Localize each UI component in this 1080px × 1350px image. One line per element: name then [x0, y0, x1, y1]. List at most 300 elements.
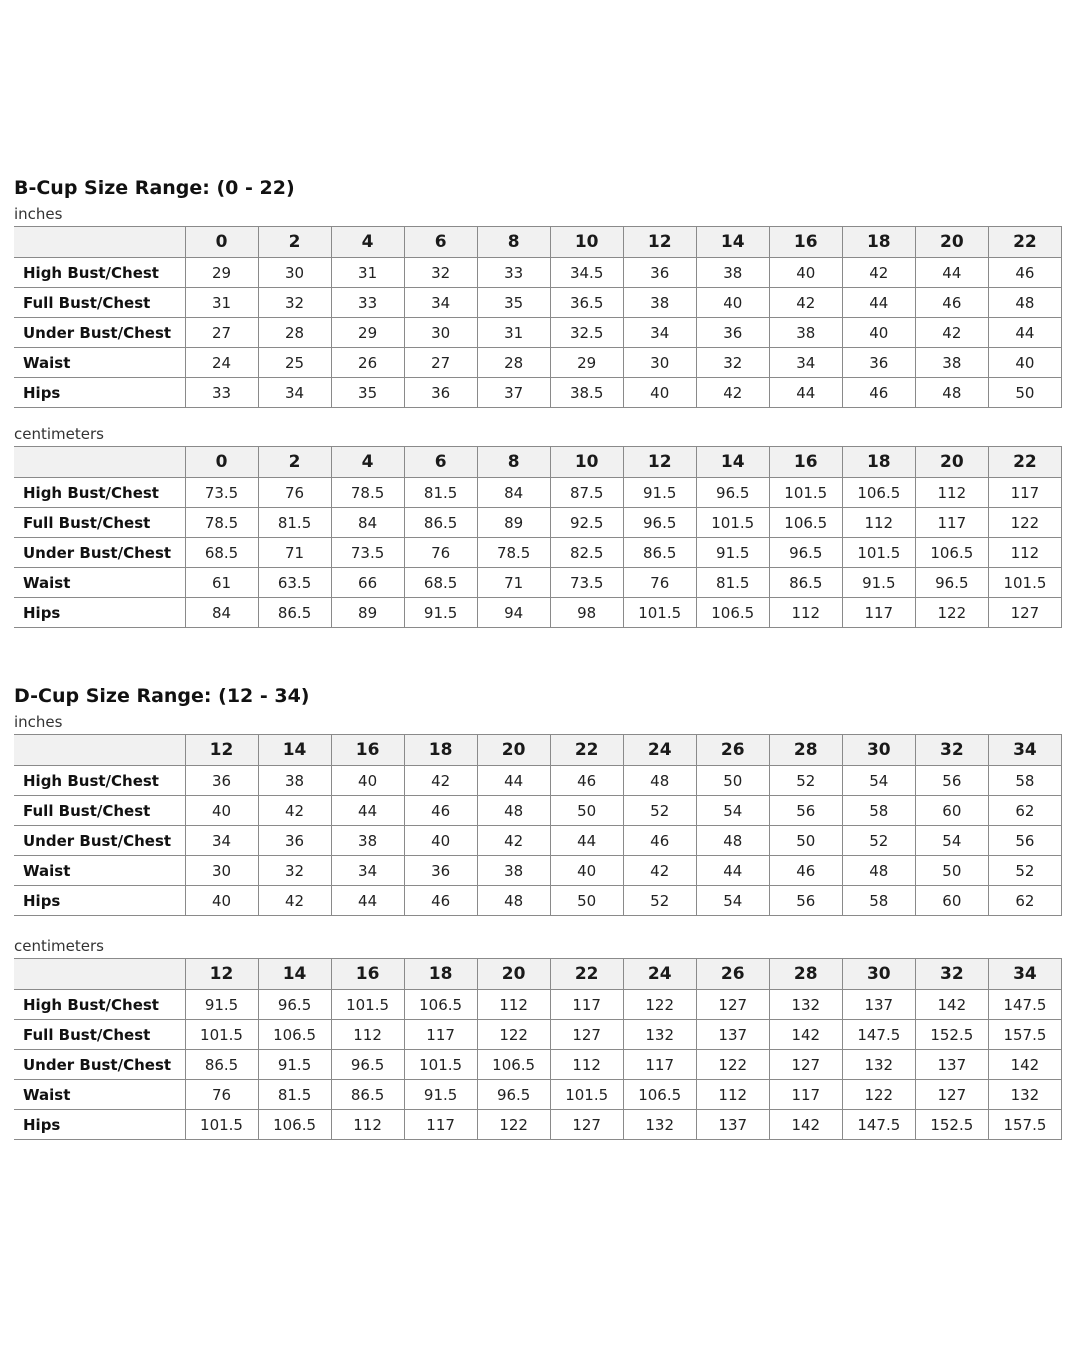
- table-cell: 68.5: [185, 538, 258, 568]
- table-cell: 132: [623, 1020, 696, 1050]
- size-header-cell: 22: [550, 735, 623, 766]
- row-label: Under Bust/Chest: [14, 318, 185, 348]
- table-cell: 46: [915, 288, 988, 318]
- table-cell: 132: [988, 1080, 1061, 1110]
- size-header-cell: 10: [550, 227, 623, 258]
- table-cell: 44: [550, 826, 623, 856]
- table-cell: 112: [477, 990, 550, 1020]
- table-cell: 106.5: [258, 1110, 331, 1140]
- table-cell: 40: [550, 856, 623, 886]
- row-label: High Bust/Chest: [14, 990, 185, 1020]
- table-cell: 94: [477, 598, 550, 628]
- table-cell: 27: [404, 348, 477, 378]
- table-cell: 81.5: [258, 508, 331, 538]
- table-cell: 106.5: [915, 538, 988, 568]
- table-cell: 32: [696, 348, 769, 378]
- table-cell: 86.5: [769, 568, 842, 598]
- table-cell: 42: [769, 288, 842, 318]
- size-header-cell: 32: [915, 959, 988, 990]
- table-cell: 127: [915, 1080, 988, 1110]
- size-header-cell: 14: [258, 735, 331, 766]
- size-header-cell: 6: [404, 227, 477, 258]
- size-header-cell: 22: [550, 959, 623, 990]
- table-cell: 112: [331, 1110, 404, 1140]
- table-cell: 73.5: [331, 538, 404, 568]
- table-cell: 46: [623, 826, 696, 856]
- table-row: [14, 568, 1062, 598]
- table-row: [14, 796, 1062, 826]
- size-header-cell: 30: [842, 735, 915, 766]
- table-cell: 117: [550, 990, 623, 1020]
- table-cell: 42: [842, 258, 915, 288]
- table-row: [14, 1080, 1062, 1110]
- table-cell: 112: [915, 478, 988, 508]
- size-header-cell: 16: [331, 959, 404, 990]
- size-header-cell: 18: [404, 735, 477, 766]
- table-row: [14, 288, 1062, 318]
- table-cell: 122: [696, 1050, 769, 1080]
- table-cell: 91.5: [696, 538, 769, 568]
- table-cell: 44: [842, 288, 915, 318]
- table-cell: 30: [258, 258, 331, 288]
- table-cell: 101.5: [842, 538, 915, 568]
- table-cell: 38: [696, 258, 769, 288]
- table-row: [14, 856, 1062, 886]
- table-cell: 31: [331, 258, 404, 288]
- size-header-cell: 10: [550, 447, 623, 478]
- size-header-cell: 12: [623, 227, 696, 258]
- table-cell: 54: [915, 826, 988, 856]
- table-cell: 48: [623, 766, 696, 796]
- table-cell: 52: [623, 796, 696, 826]
- table-row: [14, 766, 1062, 796]
- row-label: Hips: [14, 598, 185, 628]
- table-cell: 106.5: [623, 1080, 696, 1110]
- table-cell: 98: [550, 598, 623, 628]
- table-cell: 33: [185, 378, 258, 408]
- table-cell: 106.5: [404, 990, 477, 1020]
- table-cell: 48: [696, 826, 769, 856]
- table-cell: 40: [623, 378, 696, 408]
- table-cell: 36: [696, 318, 769, 348]
- table-cell: 42: [623, 856, 696, 886]
- table-row: [14, 478, 1062, 508]
- table-cell: 44: [915, 258, 988, 288]
- size-header-cell: 8: [477, 227, 550, 258]
- table-row: [14, 990, 1062, 1020]
- table-cell: 50: [915, 856, 988, 886]
- table-cell: 157.5: [988, 1020, 1061, 1050]
- table-cell: 38: [258, 766, 331, 796]
- row-label: Waist: [14, 568, 185, 598]
- dcup-cm-unit-label: centimeters: [14, 937, 104, 955]
- table-cell: 101.5: [988, 568, 1061, 598]
- size-header-cell: 28: [769, 959, 842, 990]
- table-cell: 137: [842, 990, 915, 1020]
- table-cell: 34.5: [550, 258, 623, 288]
- size-header-cell: 0: [185, 227, 258, 258]
- table-cell: 56: [915, 766, 988, 796]
- size-header-cell: 14: [696, 447, 769, 478]
- table-cell: 42: [404, 766, 477, 796]
- table-cell: 147.5: [842, 1020, 915, 1050]
- size-header-cell: 18: [842, 447, 915, 478]
- table-cell: 35: [331, 378, 404, 408]
- table-cell: 101.5: [331, 990, 404, 1020]
- table-cell: 117: [404, 1020, 477, 1050]
- table-cell: 46: [842, 378, 915, 408]
- table-cell: 58: [988, 766, 1061, 796]
- table-cell: 38: [769, 318, 842, 348]
- table-cell: 36: [404, 856, 477, 886]
- table-cell: 71: [258, 538, 331, 568]
- table-row: [14, 1110, 1062, 1140]
- row-label: Full Bust/Chest: [14, 1020, 185, 1050]
- table-cell: 127: [696, 990, 769, 1020]
- table-cell: 56: [769, 796, 842, 826]
- table-cell: 92.5: [550, 508, 623, 538]
- dcup-section: [14, 682, 1062, 1140]
- table-cell: 44: [331, 886, 404, 916]
- table-cell: 106.5: [258, 1020, 331, 1050]
- table-cell: 28: [258, 318, 331, 348]
- table-cell: 40: [185, 796, 258, 826]
- table-cell: 40: [842, 318, 915, 348]
- table-cell: 26: [331, 348, 404, 378]
- table-cell: 112: [988, 538, 1061, 568]
- size-header-cell: 22: [988, 447, 1061, 478]
- table-cell: 48: [988, 288, 1061, 318]
- table-cell: 38: [331, 826, 404, 856]
- size-header-cell: 30: [842, 959, 915, 990]
- table-cell: 91.5: [404, 598, 477, 628]
- table-header-row: [14, 959, 1062, 990]
- table-cell: 91.5: [258, 1050, 331, 1080]
- table-cell: 91.5: [623, 478, 696, 508]
- table-row: [14, 508, 1062, 538]
- table-header-row: [14, 227, 1062, 258]
- table-cell: 101.5: [185, 1110, 258, 1140]
- table-cell: 89: [477, 508, 550, 538]
- table-cell: 137: [915, 1050, 988, 1080]
- table-cell: 112: [331, 1020, 404, 1050]
- table-cell: 44: [477, 766, 550, 796]
- bcup-inches-unit-label: inches: [14, 205, 63, 223]
- table-cell: 96.5: [696, 478, 769, 508]
- table-cell: 122: [477, 1110, 550, 1140]
- table-cell: 106.5: [696, 598, 769, 628]
- table-cell: 38: [477, 856, 550, 886]
- table-cell: 84: [331, 508, 404, 538]
- table-cell: 127: [988, 598, 1061, 628]
- table-cell: 36: [258, 826, 331, 856]
- table-cell: 54: [842, 766, 915, 796]
- table-cell: 73.5: [185, 478, 258, 508]
- table-cell: 42: [258, 886, 331, 916]
- table-cell: 42: [915, 318, 988, 348]
- size-header-cell: 16: [769, 447, 842, 478]
- table-cell: 46: [769, 856, 842, 886]
- table-cell: 30: [404, 318, 477, 348]
- table-cell: 46: [404, 886, 477, 916]
- table-cell: 36: [404, 378, 477, 408]
- table-cell: 31: [477, 318, 550, 348]
- table-cell: 106.5: [769, 508, 842, 538]
- table-corner-cell: [14, 227, 185, 258]
- row-label: High Bust/Chest: [14, 766, 185, 796]
- table-corner-cell: [14, 447, 185, 478]
- table-cell: 96.5: [915, 568, 988, 598]
- table-cell: 89: [331, 598, 404, 628]
- table-cell: 48: [477, 886, 550, 916]
- table-cell: 142: [769, 1020, 842, 1050]
- size-header-cell: 26: [696, 735, 769, 766]
- table-cell: 76: [623, 568, 696, 598]
- size-header-cell: 32: [915, 735, 988, 766]
- size-header-cell: 26: [696, 959, 769, 990]
- size-header-cell: 0: [185, 447, 258, 478]
- table-cell: 46: [404, 796, 477, 826]
- table-cell: 42: [477, 826, 550, 856]
- table-cell: 48: [915, 378, 988, 408]
- table-cell: 56: [769, 886, 842, 916]
- row-label: High Bust/Chest: [14, 478, 185, 508]
- table-cell: 52: [623, 886, 696, 916]
- table-cell: 32: [404, 258, 477, 288]
- size-header-cell: 6: [404, 447, 477, 478]
- table-cell: 86.5: [258, 598, 331, 628]
- size-header-cell: 28: [769, 735, 842, 766]
- table-cell: 86.5: [331, 1080, 404, 1110]
- table-cell: 122: [477, 1020, 550, 1050]
- row-label: Hips: [14, 886, 185, 916]
- table-cell: 52: [769, 766, 842, 796]
- table-cell: 81.5: [258, 1080, 331, 1110]
- table-cell: 127: [550, 1020, 623, 1050]
- size-header-cell: 20: [915, 227, 988, 258]
- table-cell: 46: [988, 258, 1061, 288]
- table-cell: 101.5: [623, 598, 696, 628]
- size-header-cell: 8: [477, 447, 550, 478]
- table-row: [14, 378, 1062, 408]
- table-cell: 86.5: [623, 538, 696, 568]
- bcup-cm-table: [14, 446, 1062, 628]
- table-cell: 142: [988, 1050, 1061, 1080]
- row-label: Under Bust/Chest: [14, 1050, 185, 1080]
- table-cell: 44: [769, 378, 842, 408]
- table-cell: 147.5: [842, 1110, 915, 1140]
- table-cell: 117: [842, 598, 915, 628]
- table-cell: 84: [477, 478, 550, 508]
- table-cell: 54: [696, 886, 769, 916]
- table-cell: 142: [915, 990, 988, 1020]
- table-cell: 46: [550, 766, 623, 796]
- table-cell: 87.5: [550, 478, 623, 508]
- table-cell: 24: [185, 348, 258, 378]
- table-header-row: [14, 447, 1062, 478]
- table-cell: 38: [623, 288, 696, 318]
- table-cell: 152.5: [915, 1110, 988, 1140]
- table-cell: 112: [696, 1080, 769, 1110]
- size-header-cell: 24: [623, 735, 696, 766]
- table-cell: 117: [988, 478, 1061, 508]
- size-header-cell: 14: [696, 227, 769, 258]
- table-cell: 31: [185, 288, 258, 318]
- bcup-inches-table: [14, 226, 1062, 408]
- table-cell: 96.5: [623, 508, 696, 538]
- row-label: Full Bust/Chest: [14, 288, 185, 318]
- table-cell: 32: [258, 288, 331, 318]
- table-cell: 36: [623, 258, 696, 288]
- size-header-cell: 18: [842, 227, 915, 258]
- table-cell: 44: [696, 856, 769, 886]
- table-cell: 81.5: [404, 478, 477, 508]
- table-cell: 96.5: [769, 538, 842, 568]
- table-cell: 152.5: [915, 1020, 988, 1050]
- table-cell: 56: [988, 826, 1061, 856]
- table-cell: 122: [988, 508, 1061, 538]
- table-cell: 50: [550, 886, 623, 916]
- table-cell: 36.5: [550, 288, 623, 318]
- table-cell: 32: [258, 856, 331, 886]
- size-header-cell: 34: [988, 959, 1061, 990]
- table-cell: 101.5: [185, 1020, 258, 1050]
- table-cell: 137: [696, 1110, 769, 1140]
- table-cell: 132: [842, 1050, 915, 1080]
- table-row: [14, 318, 1062, 348]
- table-cell: 76: [185, 1080, 258, 1110]
- table-cell: 40: [331, 766, 404, 796]
- bcup-section: [14, 174, 1062, 628]
- row-label: Waist: [14, 856, 185, 886]
- table-cell: 38.5: [550, 378, 623, 408]
- table-cell: 76: [404, 538, 477, 568]
- table-cell: 38: [915, 348, 988, 378]
- table-cell: 91.5: [842, 568, 915, 598]
- table-cell: 52: [842, 826, 915, 856]
- table-cell: 101.5: [404, 1050, 477, 1080]
- table-cell: 27: [185, 318, 258, 348]
- table-cell: 71: [477, 568, 550, 598]
- table-cell: 106.5: [477, 1050, 550, 1080]
- table-cell: 34: [331, 856, 404, 886]
- table-cell: 33: [477, 258, 550, 288]
- table-cell: 34: [258, 378, 331, 408]
- table-cell: 34: [769, 348, 842, 378]
- table-row: [14, 1020, 1062, 1050]
- table-cell: 68.5: [404, 568, 477, 598]
- table-cell: 40: [404, 826, 477, 856]
- table-cell: 122: [623, 990, 696, 1020]
- size-header-cell: 20: [915, 447, 988, 478]
- size-header-cell: 20: [477, 959, 550, 990]
- table-cell: 137: [696, 1020, 769, 1050]
- table-cell: 30: [623, 348, 696, 378]
- table-cell: 36: [842, 348, 915, 378]
- row-label: High Bust/Chest: [14, 258, 185, 288]
- table-cell: 61: [185, 568, 258, 598]
- table-cell: 76: [258, 478, 331, 508]
- table-cell: 96.5: [477, 1080, 550, 1110]
- size-header-cell: 24: [623, 959, 696, 990]
- size-header-cell: 4: [331, 227, 404, 258]
- table-cell: 62: [988, 796, 1061, 826]
- table-row: [14, 1050, 1062, 1080]
- table-cell: 117: [623, 1050, 696, 1080]
- table-cell: 62: [988, 886, 1061, 916]
- table-header-row: [14, 735, 1062, 766]
- table-cell: 112: [842, 508, 915, 538]
- table-corner-cell: [14, 959, 185, 990]
- table-cell: 29: [550, 348, 623, 378]
- table-cell: 50: [988, 378, 1061, 408]
- table-cell: 34: [185, 826, 258, 856]
- table-cell: 34: [404, 288, 477, 318]
- size-header-cell: 16: [331, 735, 404, 766]
- table-cell: 63.5: [258, 568, 331, 598]
- table-cell: 66: [331, 568, 404, 598]
- row-label: Hips: [14, 378, 185, 408]
- table-cell: 96.5: [258, 990, 331, 1020]
- table-row: [14, 826, 1062, 856]
- dcup-inches-table: [14, 734, 1062, 916]
- size-header-cell: 20: [477, 735, 550, 766]
- size-header-cell: 2: [258, 447, 331, 478]
- table-cell: 40: [769, 258, 842, 288]
- table-cell: 58: [842, 796, 915, 826]
- table-cell: 106.5: [842, 478, 915, 508]
- size-header-cell: 18: [404, 959, 477, 990]
- table-cell: 157.5: [988, 1110, 1061, 1140]
- table-cell: 78.5: [331, 478, 404, 508]
- table-cell: 86.5: [185, 1050, 258, 1080]
- bcup-title: B-Cup Size Range: (0 - 22): [14, 177, 295, 199]
- table-cell: 60: [915, 796, 988, 826]
- row-label: Waist: [14, 1080, 185, 1110]
- table-cell: 78.5: [185, 508, 258, 538]
- size-header-cell: 12: [185, 735, 258, 766]
- table-cell: 40: [988, 348, 1061, 378]
- table-cell: 112: [769, 598, 842, 628]
- table-cell: 82.5: [550, 538, 623, 568]
- table-cell: 35: [477, 288, 550, 318]
- table-cell: 78.5: [477, 538, 550, 568]
- table-cell: 60: [915, 886, 988, 916]
- table-row: [14, 598, 1062, 628]
- table-cell: 42: [258, 796, 331, 826]
- table-row: [14, 258, 1062, 288]
- table-cell: 34: [623, 318, 696, 348]
- table-cell: 127: [550, 1110, 623, 1140]
- table-cell: 48: [842, 856, 915, 886]
- size-header-cell: 22: [988, 227, 1061, 258]
- table-cell: 33: [331, 288, 404, 318]
- row-label: Under Bust/Chest: [14, 538, 185, 568]
- dcup-inches-unit-label: inches: [14, 713, 63, 731]
- table-cell: 117: [769, 1080, 842, 1110]
- table-cell: 96.5: [331, 1050, 404, 1080]
- table-cell: 44: [331, 796, 404, 826]
- row-label: Full Bust/Chest: [14, 508, 185, 538]
- table-cell: 132: [769, 990, 842, 1020]
- table-corner-cell: [14, 735, 185, 766]
- table-cell: 29: [331, 318, 404, 348]
- table-cell: 132: [623, 1110, 696, 1140]
- table-cell: 40: [696, 288, 769, 318]
- table-cell: 58: [842, 886, 915, 916]
- table-cell: 29: [185, 258, 258, 288]
- table-cell: 37: [477, 378, 550, 408]
